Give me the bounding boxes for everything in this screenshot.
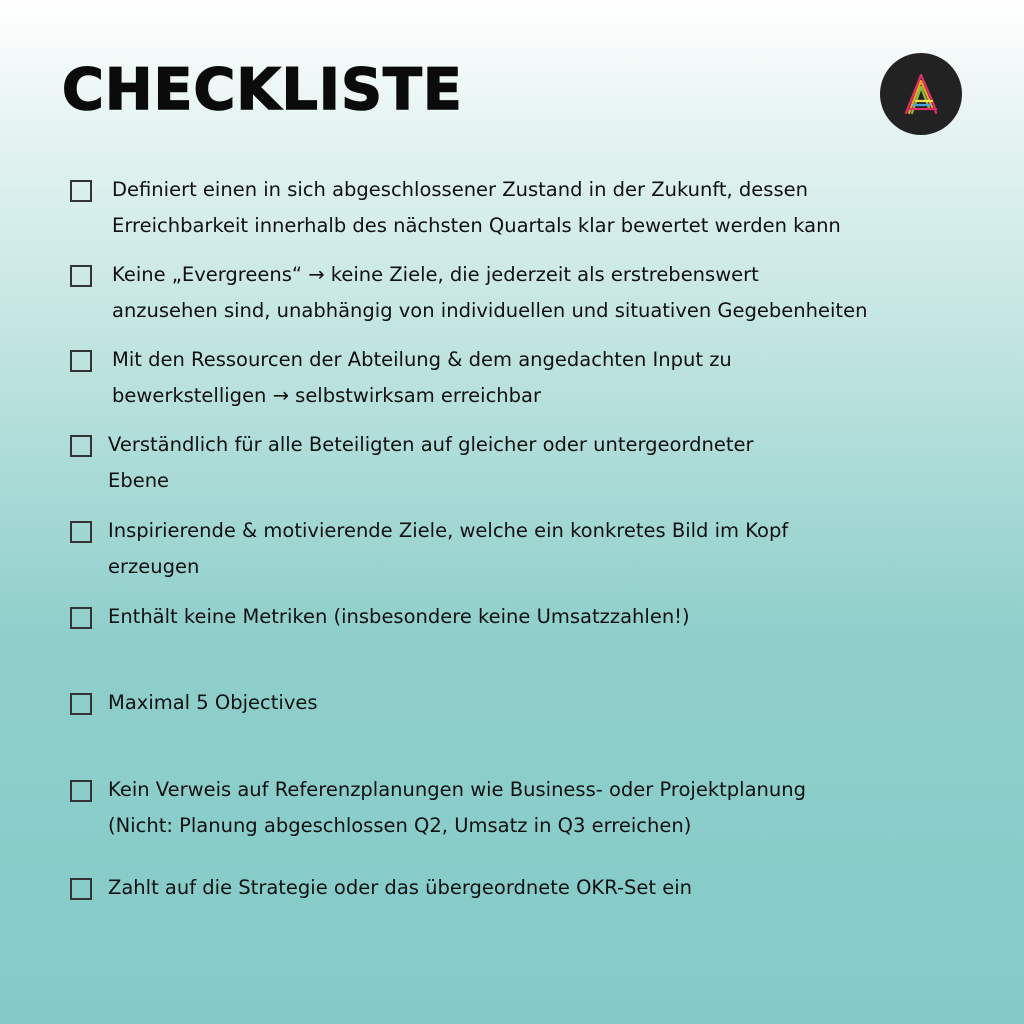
checklist-item-text bbox=[112, 172, 841, 244]
checkbox[interactable] bbox=[70, 607, 92, 629]
checklist-item-line: Ebene bbox=[108, 469, 170, 492]
checklist-item bbox=[70, 261, 867, 329]
checkbox[interactable] bbox=[70, 435, 92, 457]
page-title: CHECKLISTE bbox=[62, 57, 463, 123]
checklist-item-line: Zahlt auf die Strategie oder das übergeordnete OKR-Set ein bbox=[108, 876, 693, 899]
checklist-item-text bbox=[108, 427, 754, 499]
checklist-item-line: Erreichbarkeit innerhalb des nächsten Quartals klar bewertet werden kann bbox=[112, 214, 841, 237]
checklist-item-line: Maximal 5 Objectives bbox=[108, 691, 318, 714]
checklist-item bbox=[70, 517, 788, 585]
stylized-letter-a-logo-icon bbox=[880, 53, 962, 135]
checkbox[interactable] bbox=[70, 521, 92, 543]
checklist-item-line: Enthält keine Metriken (insbesondere keine Umsatzzahlen!) bbox=[108, 605, 690, 628]
checklist-item bbox=[70, 689, 318, 721]
checklist-item bbox=[70, 176, 841, 244]
checklist-item-line: (Nicht: Planung abgeschlossen Q2, Umsatz in Q3 erreichen) bbox=[108, 814, 692, 837]
checklist-item-line: anzusehen sind, unabhängig von individuellen und situativen Gegebenheiten bbox=[112, 299, 868, 322]
checklist-item-line: Definiert einen in sich abgeschlossener Zustand in der Zukunft, dessen bbox=[112, 178, 808, 201]
checklist-item-text bbox=[112, 257, 867, 329]
checklist-item bbox=[70, 603, 690, 635]
brand-logo bbox=[880, 53, 962, 135]
checklist-item-text bbox=[108, 772, 806, 844]
checklist-item-text bbox=[108, 870, 692, 906]
checklist-item-line: bewerkstelligen → selbstwirksam erreichbar bbox=[112, 384, 541, 407]
checklist-item-text bbox=[108, 685, 318, 721]
checklist-item-line: Mit den Ressourcen der Abteilung & dem angedachten Input zu bbox=[112, 348, 732, 371]
checkbox[interactable] bbox=[70, 180, 92, 202]
checklist-item-text bbox=[112, 342, 732, 414]
checkbox[interactable] bbox=[70, 780, 92, 802]
checklist-item bbox=[70, 346, 732, 414]
checklist-item-line: Kein Verweis auf Referenzplanungen wie Business- oder Projektplanung bbox=[108, 778, 806, 801]
checklist-item-line: erzeugen bbox=[108, 555, 200, 578]
checklist-item-text bbox=[108, 599, 690, 635]
checkbox[interactable] bbox=[70, 693, 92, 715]
checklist-item bbox=[70, 431, 754, 499]
checklist-item bbox=[70, 874, 692, 906]
checklist-item-line: Keine „Evergreens“ → keine Ziele, die jederzeit als erstrebenswert bbox=[112, 263, 759, 286]
checklist-item-line: Inspirierende & motivierende Ziele, welche ein konkretes Bild im Kopf bbox=[108, 519, 789, 542]
checklist-item-line: Verständlich für alle Beteiligten auf gleicher oder untergeordneter bbox=[108, 433, 754, 456]
checklist-item-text bbox=[108, 513, 788, 585]
checklist-item bbox=[70, 776, 806, 844]
checkbox[interactable] bbox=[70, 350, 92, 372]
checkbox[interactable] bbox=[70, 265, 92, 287]
checkbox[interactable] bbox=[70, 878, 92, 900]
